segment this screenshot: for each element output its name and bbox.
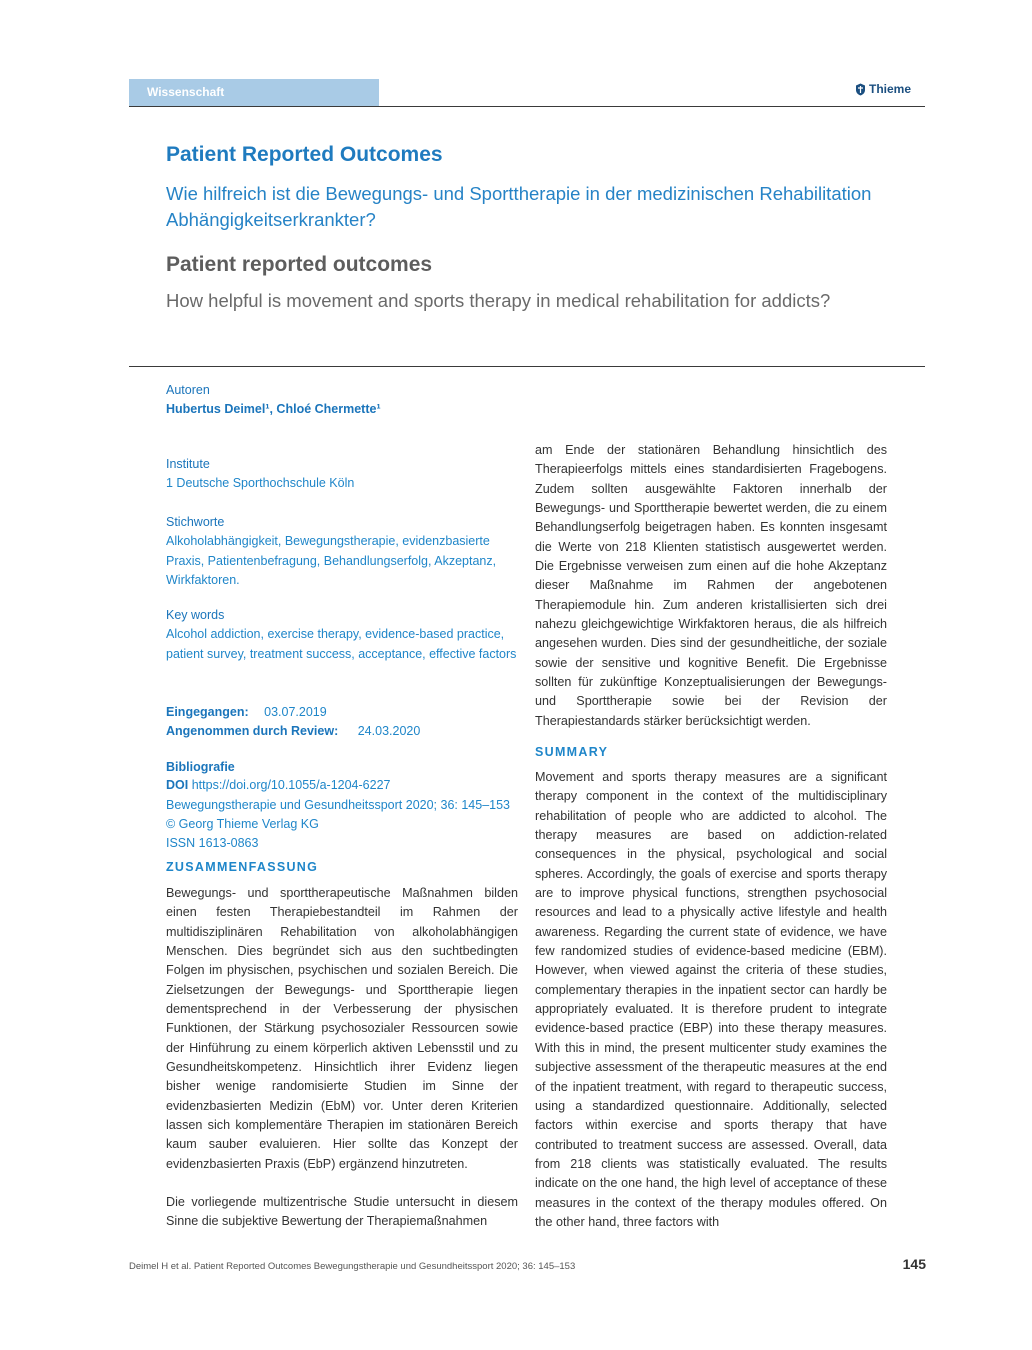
institute-label: Institute xyxy=(166,457,210,471)
keywords-label: Key words xyxy=(166,608,225,622)
summary-text: Movement and sports therapy measures are a significant therapy component in the context of the multidisciplinary rehabilitation of people who are addicted to alcohol. The therapy measures are based on addiction-related consequences in the physical, psychological and social spheres. Accordingly, the goals of exercise and sports therapy are to improve physical functions, strengthen psychosocial resources and lead to a physically active lifestyle and health awareness. Regarding the current state of evidence, we have few randomized studies of evidence-based medicine (EBM). However, when viewed against the criteria of these studies, complementary therapies in the inpatient sector can hardly be appropriately evaluated. It is therefore prudent to integrate evidence-based practice (EBP) into these therapy measures. With this in mind, the present multicenter study examines the subjective assessment of the therapeutic measures at the end of the inpatient treatment, with regard to therapeutic success, using a standardized questionnaire. Additionally, selected factors within exercise and sports therapy that have contributed to treatment success are assessed. Overall, data from 218 clients was statistically evaluated. The results indicate on the one hand, the high level of acceptance of these measures in the context of the therapy modules offered. On the other hand, three factors with xyxy=(535,770,887,1229)
title-german: Patient Reported Outcomes xyxy=(166,143,443,166)
title-english: Patient reported outcomes xyxy=(166,253,433,276)
received-label: Eingegangen: xyxy=(166,705,249,719)
publisher-name: Thieme xyxy=(868,82,911,96)
keywords: Alcohol addiction, exercise therapy, evidence-based practice, patient survey, treatment success, acceptance, effective factors xyxy=(166,627,517,661)
copyright: © Georg Thieme Verlag KG xyxy=(166,817,319,831)
thieme-logo-icon xyxy=(855,83,866,96)
subtitle-german: Wie hilfreich ist die Bewegungs- und Sporttherapie in der medizinischen Rehabilitation Abhängigkeitserkrankter? xyxy=(166,183,872,230)
title-divider xyxy=(129,366,925,367)
accepted-value: 24.03.2020 xyxy=(357,724,421,738)
stichworte: Alkoholabhängigkeit, Bewegungstherapie, evidenzbasierte Praxis, Patientenbefragung, Behandlungserfolg, Akzeptanz, Wirkfaktoren. xyxy=(166,534,497,587)
zusammenfassung-paragraph-1: Bewegungs- und sporttherapeutische Maßnahmen bilden einen festen Therapiebestandteil im Rahmen der multidisziplinären Rehabilitation von alkoholabhängigen Menschen. Dies begründet sich aus den suchtbedingten Folgen im physischen, psychischen und sozialen Bereich. Die Zielsetzungen der Bewegungs- und Sporttherapie liegen dementsprechend in der Verbesserung der physischen Funktionen, der Stärkung psychosozialer Ressourcen sowie der Hinführung zu einem körperlich aktiven Lebensstil und zu Gesundheitskompetenz. Hinsichtlich ihrer Evidenz liegen bisher wenige randomisierte Studien im Sinne der evidenzbasierten Medizin (EbM) vor. Unter deren Kriterien lassen sich komplementäre Therapien im stationären Bereich kaum sauber evaluieren. Hier sollte das Konzept der evidenzbasierten Praxis (EbP) ergänzend hinzutreten. xyxy=(166,886,518,1171)
zusammenfassung-paragraph-2: Die vorliegende multizentrische Studie untersucht in diesem Sinne die subjektive Bewertung der Therapiemaßnahmen xyxy=(166,1195,518,1229)
zusammenfassung-paragraph-2-continued: am Ende der stationären Behandlung hinsichtlich des Therapieerfolgs mittels eines standardisierten Fragebogens. Zudem sollten ausgewählte Faktoren innerhalb der Bewegungs- und Sporttherapie bewertet werden, die zu einem Behandlungserfolg beigetragen haben. Es konnten insgesamt die Werte von 218 Klienten statistisch ausgewertet werden. Die Ergebnisse verweisen zum einen auf die hohe Akzeptanz dieser Maßnahme im Rahmen der angebotenen Therapiemodule hin. Zum anderen kristallisierten sich drei nahezu gleichgewichtige Wirkfaktoren heraus, die als hilfreich angesehen wurden. Dies sind der gesundheitliche, der soziale sowie der sensitive und kognitive Benefit. Die Ergebnisse sollten für zukünftige Konzeptualisierungen der Bewegungs- und Sporttherapie sowie bei der Revision der Therapiestandards stärker berücksichtigt werden. xyxy=(535,443,887,728)
institute: 1 Deutsche Sporthochschule Köln xyxy=(166,476,355,490)
header-divider xyxy=(129,106,925,107)
journal-reference: Bewegungstherapie und Gesundheitssport 2020; 36: 145–153 xyxy=(166,798,511,812)
accepted-date xyxy=(166,724,420,738)
authors-label: Autoren xyxy=(166,383,210,397)
bibliography-label: Bibliografie xyxy=(166,760,235,774)
publisher-logo xyxy=(855,82,911,96)
page-number: 145 xyxy=(902,1256,926,1272)
doi-link[interactable]: https://doi.org/10.1055/a-1204-6227 xyxy=(191,778,391,792)
section-tab: Wissenschaft xyxy=(129,79,379,106)
issn: ISSN 1613-0863 xyxy=(166,836,259,850)
doi-label: DOI xyxy=(166,778,189,792)
stichworte-label: Stichworte xyxy=(166,515,225,529)
footer-citation: Deimel H et al. Patient Reported Outcomes Bewegungstherapie und Gesundheitssport 2020; 36: 145–153 xyxy=(129,1261,576,1272)
received-value: 03.07.2019 xyxy=(264,705,327,719)
received-date xyxy=(166,705,327,719)
summary-heading: SUMMARY xyxy=(535,745,609,759)
zusammenfassung-heading: ZUSAMMENFASSUNG xyxy=(166,860,319,874)
doi-line xyxy=(166,776,390,796)
accepted-label: Angenommen durch Review: xyxy=(166,724,339,738)
subtitle-english: How helpful is movement and sports therapy in medical rehabilitation for addicts? xyxy=(166,290,831,311)
authors: Hubertus Deimel¹, Chloé Chermette¹ xyxy=(166,402,381,416)
